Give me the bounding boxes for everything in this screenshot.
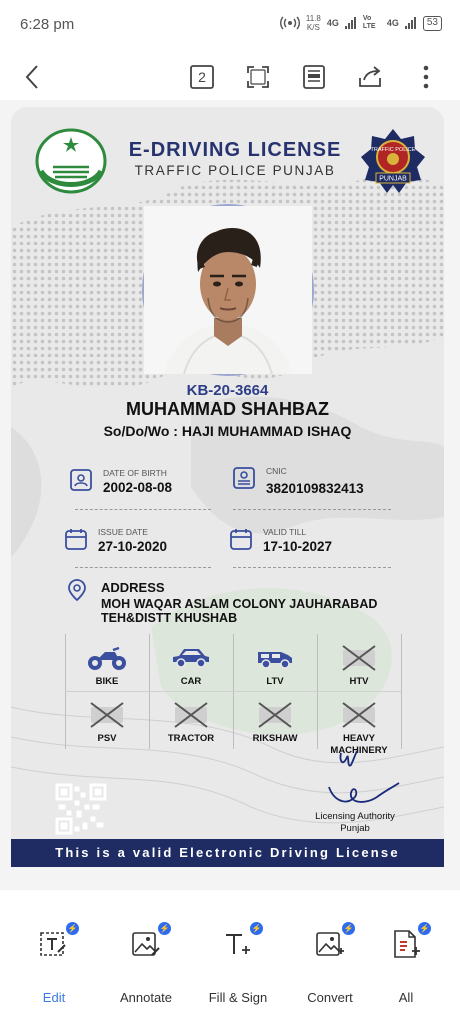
cnic-label: CNIC <box>266 466 287 476</box>
traffic-police-badge <box>359 127 427 195</box>
vehicle-label: PSV <box>97 733 117 744</box>
vehicle-label: TRACTOR <box>167 733 215 744</box>
page-count-icon[interactable] <box>188 63 216 91</box>
car-icon <box>171 644 211 672</box>
status-time: 6:28 pm <box>20 16 75 33</box>
bottom-tools-bar <box>0 900 460 1024</box>
valid-till-field <box>229 527 389 559</box>
vehicle-label: HTV <box>349 676 369 687</box>
cnic-value: 3820109832413 <box>266 481 364 496</box>
fill-sign-tool-button[interactable] <box>192 920 284 1024</box>
status-bar <box>0 0 460 48</box>
divider <box>75 509 211 510</box>
page-count-value: 2 <box>198 69 206 85</box>
divider <box>75 567 211 568</box>
fill-sign-icon <box>222 928 254 960</box>
authority-signature <box>319 747 403 815</box>
divider <box>233 509 391 510</box>
vehicle-label: BIKE <box>95 676 119 687</box>
reader-mode-icon[interactable] <box>300 63 328 91</box>
rikshaw-icon <box>255 701 295 729</box>
edit-tool-button[interactable] <box>8 920 100 1024</box>
top-toolbar <box>0 55 460 99</box>
vehicle-label: CAR <box>180 676 202 687</box>
calendar-icon <box>64 527 88 551</box>
premium-badge: ⚡ <box>343 924 354 933</box>
signal-4g-2: 4G <box>386 18 399 28</box>
vehicle-cell-heavy-machinery <box>317 691 401 756</box>
vehicle-cell-htv <box>317 634 401 691</box>
signal-volte: Vo LTE <box>362 15 376 30</box>
license-card <box>11 107 444 867</box>
net-speed-unit: K/S <box>306 23 320 32</box>
punjab-govt-logo <box>33 127 109 195</box>
grid-divider <box>401 634 402 749</box>
tractor-icon <box>171 701 211 729</box>
ltv-icon <box>255 644 295 672</box>
htv-icon <box>339 644 379 672</box>
psv-icon <box>87 701 127 729</box>
issue-date-field <box>64 527 204 559</box>
valid-license-band: This is a valid Electronic Driving License <box>11 839 444 867</box>
back-arrow-icon[interactable] <box>18 63 46 91</box>
convert-image-icon <box>314 928 346 960</box>
dob-label: DATE OF BIRTH <box>103 468 167 478</box>
holder-relation: So/Do/Wo : HAJI MUHAMMAD ISHAQ <box>103 423 352 439</box>
annotate-image-icon <box>130 928 162 960</box>
qr-code <box>55 783 107 835</box>
signal-bars-icon-2 <box>405 17 417 29</box>
annotate-tool-button[interactable] <box>100 920 192 1024</box>
dob-value: 2002-08-08 <box>103 480 173 495</box>
tool-label-all: All <box>398 990 414 1005</box>
badge-bottom-text: PUNJAB <box>379 175 407 183</box>
fullscreen-icon[interactable] <box>244 63 272 91</box>
premium-badge: ⚡ <box>67 924 78 933</box>
issue-value: 27-10-2020 <box>98 539 168 554</box>
tool-label-annotate: Annotate <box>119 990 173 1005</box>
calendar-icon <box>229 527 253 551</box>
dob-field <box>69 468 209 500</box>
hotspot-icon <box>280 16 300 30</box>
signal-4g-1: 4G <box>326 18 339 28</box>
license-subtitle: TRAFFIC POLICE PUNJAB <box>134 163 336 178</box>
badge-top-text: TRAFFIC POLICE <box>370 147 416 153</box>
address-label: ADDRESS <box>101 580 165 595</box>
vehicle-label: RIKSHAW <box>252 733 298 744</box>
all-tools-button[interactable] <box>360 920 452 1024</box>
vehicle-category-grid <box>65 634 401 756</box>
premium-badge: ⚡ <box>251 924 262 933</box>
authority-line1: Licensing Authority <box>315 811 395 822</box>
vehicle-label: LTV <box>266 676 284 687</box>
signal-bars-icon <box>345 17 357 29</box>
valid-label: VALID TILL <box>263 527 307 537</box>
tool-label-convert: Convert <box>307 990 353 1005</box>
vehicle-label: HEAVY MACHINERY <box>330 733 388 756</box>
battery-icon: 53 <box>423 16 442 31</box>
edit-text-icon <box>38 928 70 960</box>
license-title: E-DRIVING LICENSE <box>128 139 342 161</box>
id-card-icon <box>69 468 93 492</box>
premium-badge: ⚡ <box>419 924 430 933</box>
vehicle-cell-rikshaw <box>233 691 317 748</box>
net-speed-value: 11.8 <box>305 14 321 23</box>
vehicle-cell-psv <box>65 691 149 748</box>
cnic-field <box>232 466 392 498</box>
valid-value: 17-10-2027 <box>263 539 333 554</box>
motorcycle-icon <box>87 644 127 672</box>
more-vert-icon[interactable] <box>412 63 440 91</box>
holder-name: MUHAMMAD SHAHBAZ <box>126 399 329 419</box>
share-icon[interactable] <box>356 63 384 91</box>
premium-badge: ⚡ <box>159 924 170 933</box>
vehicle-cell-bike <box>65 634 149 691</box>
holder-photo <box>142 204 314 376</box>
vehicle-cell-tractor <box>149 691 233 748</box>
all-tools-icon <box>390 928 422 960</box>
address-line2: TEH&DISTT KHUSHAB <box>101 611 238 625</box>
net-speed <box>306 14 321 32</box>
cnic-icon <box>232 466 256 490</box>
tool-label-fill-sign: Fill & Sign <box>208 990 268 1005</box>
issue-label: ISSUE DATE <box>98 527 148 537</box>
tool-label-edit: Edit <box>42 990 66 1005</box>
authority-line2: Punjab <box>340 823 370 834</box>
status-indicators <box>280 14 442 32</box>
divider <box>233 567 391 568</box>
heavy-machinery-icon <box>339 701 379 729</box>
location-pin-icon <box>65 578 89 602</box>
vehicle-cell-ltv <box>233 634 317 691</box>
license-number: KB-20-3664 <box>186 382 269 399</box>
address-line1: MOH WAQAR ASLAM COLONY JAUHARABAD <box>101 597 378 611</box>
vehicle-cell-car <box>149 634 233 691</box>
